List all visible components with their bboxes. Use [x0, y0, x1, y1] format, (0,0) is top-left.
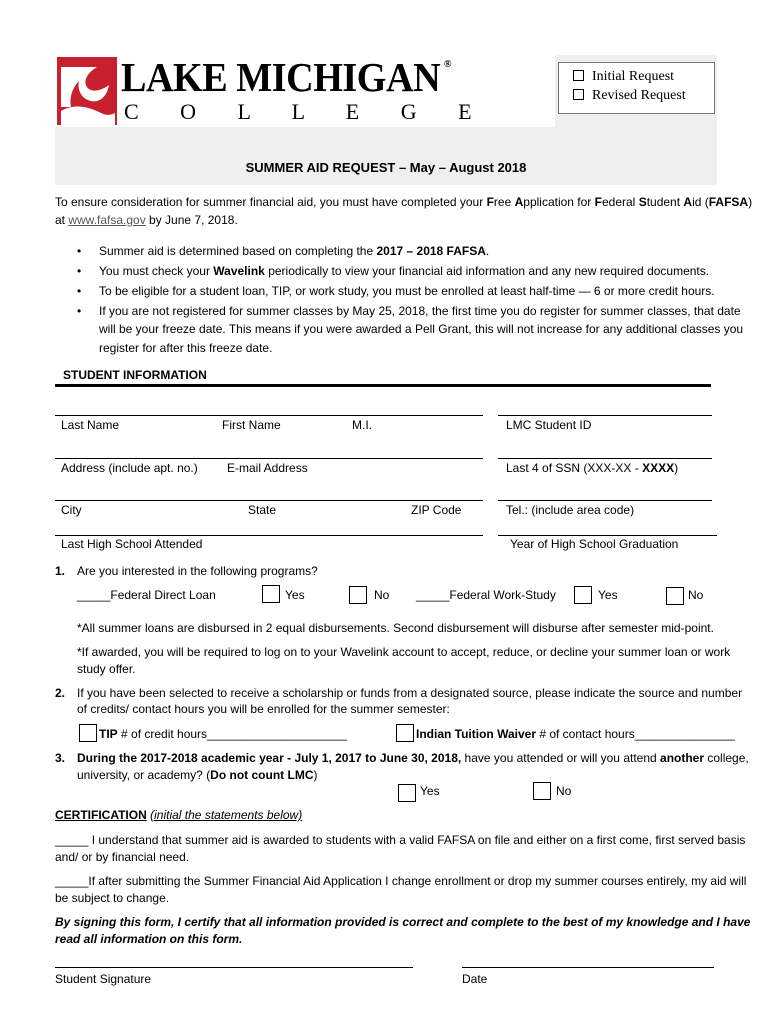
- bullet-dot: •: [77, 244, 82, 258]
- signature-label: Student Signature: [55, 972, 152, 986]
- address-label: Address (include apt. no.): [61, 461, 198, 475]
- section-divider: [55, 384, 711, 387]
- address-field-line[interactable]: [55, 458, 483, 459]
- logo-college: C O L L E G E: [124, 99, 490, 124]
- certification-heading: CERTIFICATION (initial the statements below): [55, 808, 303, 822]
- tip-credit-hours-field[interactable]: TIP # of credit hours_____________________: [99, 727, 348, 741]
- checkbox-icon[interactable]: [573, 89, 584, 100]
- bullet-freeze-l1: If you are not registered for summer classes by May 25, 2018, the first time you do register for summer classes, that date: [99, 304, 741, 318]
- last-name-label: Last Name: [61, 418, 120, 432]
- ssn-field-line[interactable]: [498, 458, 712, 459]
- bullet-dot: •: [77, 284, 82, 298]
- wavelink-note-l2: study offer.: [77, 662, 136, 676]
- bullet-dot: •: [77, 264, 82, 278]
- signing-statement-l1: By signing this form, I certify that all information provided is correct and complete to the best of my knowledge and I have: [55, 915, 751, 929]
- request-type-box: [558, 62, 715, 114]
- zip-label: ZIP Code: [411, 503, 462, 517]
- certification-statement-1-l1[interactable]: _____ I understand that summer aid is awarded to students with a valid FAFSA on file and either on a first come, first served basis: [55, 833, 746, 847]
- bullet-fafsa: Summer aid is determined based on completing the 2017 – 2018 FAFSA.: [99, 244, 490, 258]
- direct-loan-yes-checkbox[interactable]: [262, 585, 280, 603]
- logo-registered-mark: ®: [443, 58, 452, 70]
- indian-tuition-waiver-checkbox[interactable]: [396, 724, 414, 742]
- bullet-freeze-l2: will be your freeze date. This means if you were awarded a Pell Grant, this will not increase for any additional classes you: [99, 322, 744, 336]
- direct-loan-no-label: No: [374, 588, 390, 602]
- bullet-dot: •: [77, 304, 82, 318]
- email-label: E-mail Address: [227, 461, 308, 475]
- logo-emblem-icon: [57, 57, 117, 125]
- work-study-no-checkbox[interactable]: [666, 587, 684, 605]
- certification-statement-1-l2: and/ or by financial need.: [55, 850, 190, 864]
- question-2-text-l1: If you have been selected to receive a scholarship or funds from a designated source, please indicate the source and number: [77, 686, 743, 700]
- initial-request-option[interactable]: Initial Request: [573, 69, 674, 85]
- mi-label: M.I.: [352, 418, 372, 432]
- another-college-no-label: No: [556, 784, 572, 798]
- question-1-text: Are you interested in the following programs?: [77, 564, 318, 578]
- question-3-text-l2: university, or academy? (Do not count LMC): [77, 768, 318, 782]
- student-info-heading: STUDENT INFORMATION: [63, 368, 207, 382]
- student-id-field-line[interactable]: [498, 415, 712, 416]
- wavelink-note-l1: *If awarded, you will be required to log on to your Wavelink account to accept, reduce, or decline your summer loan or work: [77, 645, 731, 659]
- revised-request-option[interactable]: Revised Request: [573, 88, 686, 104]
- question-1-number: 1.: [55, 564, 66, 578]
- date-label: Date: [462, 972, 488, 986]
- work-study-yes-checkbox[interactable]: [574, 586, 592, 604]
- another-college-no-checkbox[interactable]: [533, 782, 551, 800]
- bullet-freeze-l3: register for after this freeze date.: [99, 341, 273, 355]
- question-3-text-l1: During the 2017-2018 academic year - July 1, 2017 to June 30, 2018, have you attended or will you attend another college,: [77, 751, 749, 765]
- question-3-number: 3.: [55, 751, 66, 765]
- work-study-yes-label: Yes: [598, 588, 618, 602]
- signing-statement-l2: read all information on this form.: [55, 932, 243, 946]
- checkbox-icon[interactable]: [573, 70, 584, 81]
- certification-statement-2-l1[interactable]: _____If after submitting the Summer Financial Aid Application I change enrollment or drop my summer courses entirely, my aid will: [55, 874, 747, 888]
- date-line[interactable]: [462, 967, 714, 968]
- bullet-eligibility: To be eligible for a student loan, TIP, or work study, you must be enrolled at least half-time — 6 or more credit hours.: [99, 284, 715, 298]
- question-2-number: 2.: [55, 686, 66, 700]
- indian-tuition-waiver-field[interactable]: Indian Tuition Waiver # of contact hours_______________: [416, 727, 735, 741]
- page-title: SUMMER AID REQUEST – May – August 2018: [245, 160, 527, 175]
- grad-year-field-line[interactable]: [498, 535, 717, 536]
- certification-statement-2-l2: be subject to change.: [55, 891, 170, 905]
- direct-loan-no-checkbox[interactable]: [349, 586, 367, 604]
- intro-line-2: at www.fafsa.gov by June 7, 2018.: [55, 213, 238, 227]
- high-school-field-line[interactable]: [55, 535, 483, 536]
- direct-loan-yes-label: Yes: [285, 588, 305, 602]
- first-name-label: First Name: [222, 418, 281, 432]
- state-label: State: [248, 503, 277, 517]
- another-college-yes-label: Yes: [420, 784, 440, 798]
- fafsa-link[interactable]: www.fafsa.gov: [68, 213, 146, 227]
- student-id-label: LMC Student ID: [506, 418, 592, 432]
- another-college-yes-checkbox[interactable]: [398, 784, 416, 802]
- college-logo: [55, 55, 555, 127]
- phone-label: Tel.: (include area code): [506, 503, 635, 517]
- intro-line-1: To ensure consideration for summer financial aid, you must have completed your Free Application for Federal Student Aid (FAFSA): [55, 195, 753, 209]
- federal-work-study-label: _____Federal Work-Study: [416, 588, 556, 602]
- ssn-label: Last 4 of SSN (XXX-XX - XXXX): [506, 461, 679, 475]
- work-study-no-label: No: [688, 588, 704, 602]
- question-2-text-l2: of credits/ contact hours you will be enrolled for the summer semester:: [77, 702, 450, 716]
- phone-field-line[interactable]: [498, 500, 712, 501]
- city-label: City: [61, 503, 82, 517]
- loan-disbursement-note: *All summer loans are disbursed in 2 equal disbursements. Second disbursement will disburse after semester mid-point.: [77, 621, 714, 635]
- federal-direct-loan-label: _____Federal Direct Loan: [77, 588, 216, 602]
- tip-checkbox[interactable]: [79, 724, 97, 742]
- bullet-wavelink: You must check your Wavelink periodically to view your financial aid information and any new required documents.: [99, 264, 710, 278]
- high-school-label: Last High School Attended: [61, 537, 203, 551]
- logo-name: LAKE MICHIGAN: [121, 54, 441, 100]
- name-field-line[interactable]: [55, 415, 483, 416]
- city-field-line[interactable]: [55, 500, 483, 501]
- grad-year-label: Year of High School Graduation: [510, 537, 679, 551]
- signature-line[interactable]: [55, 967, 413, 968]
